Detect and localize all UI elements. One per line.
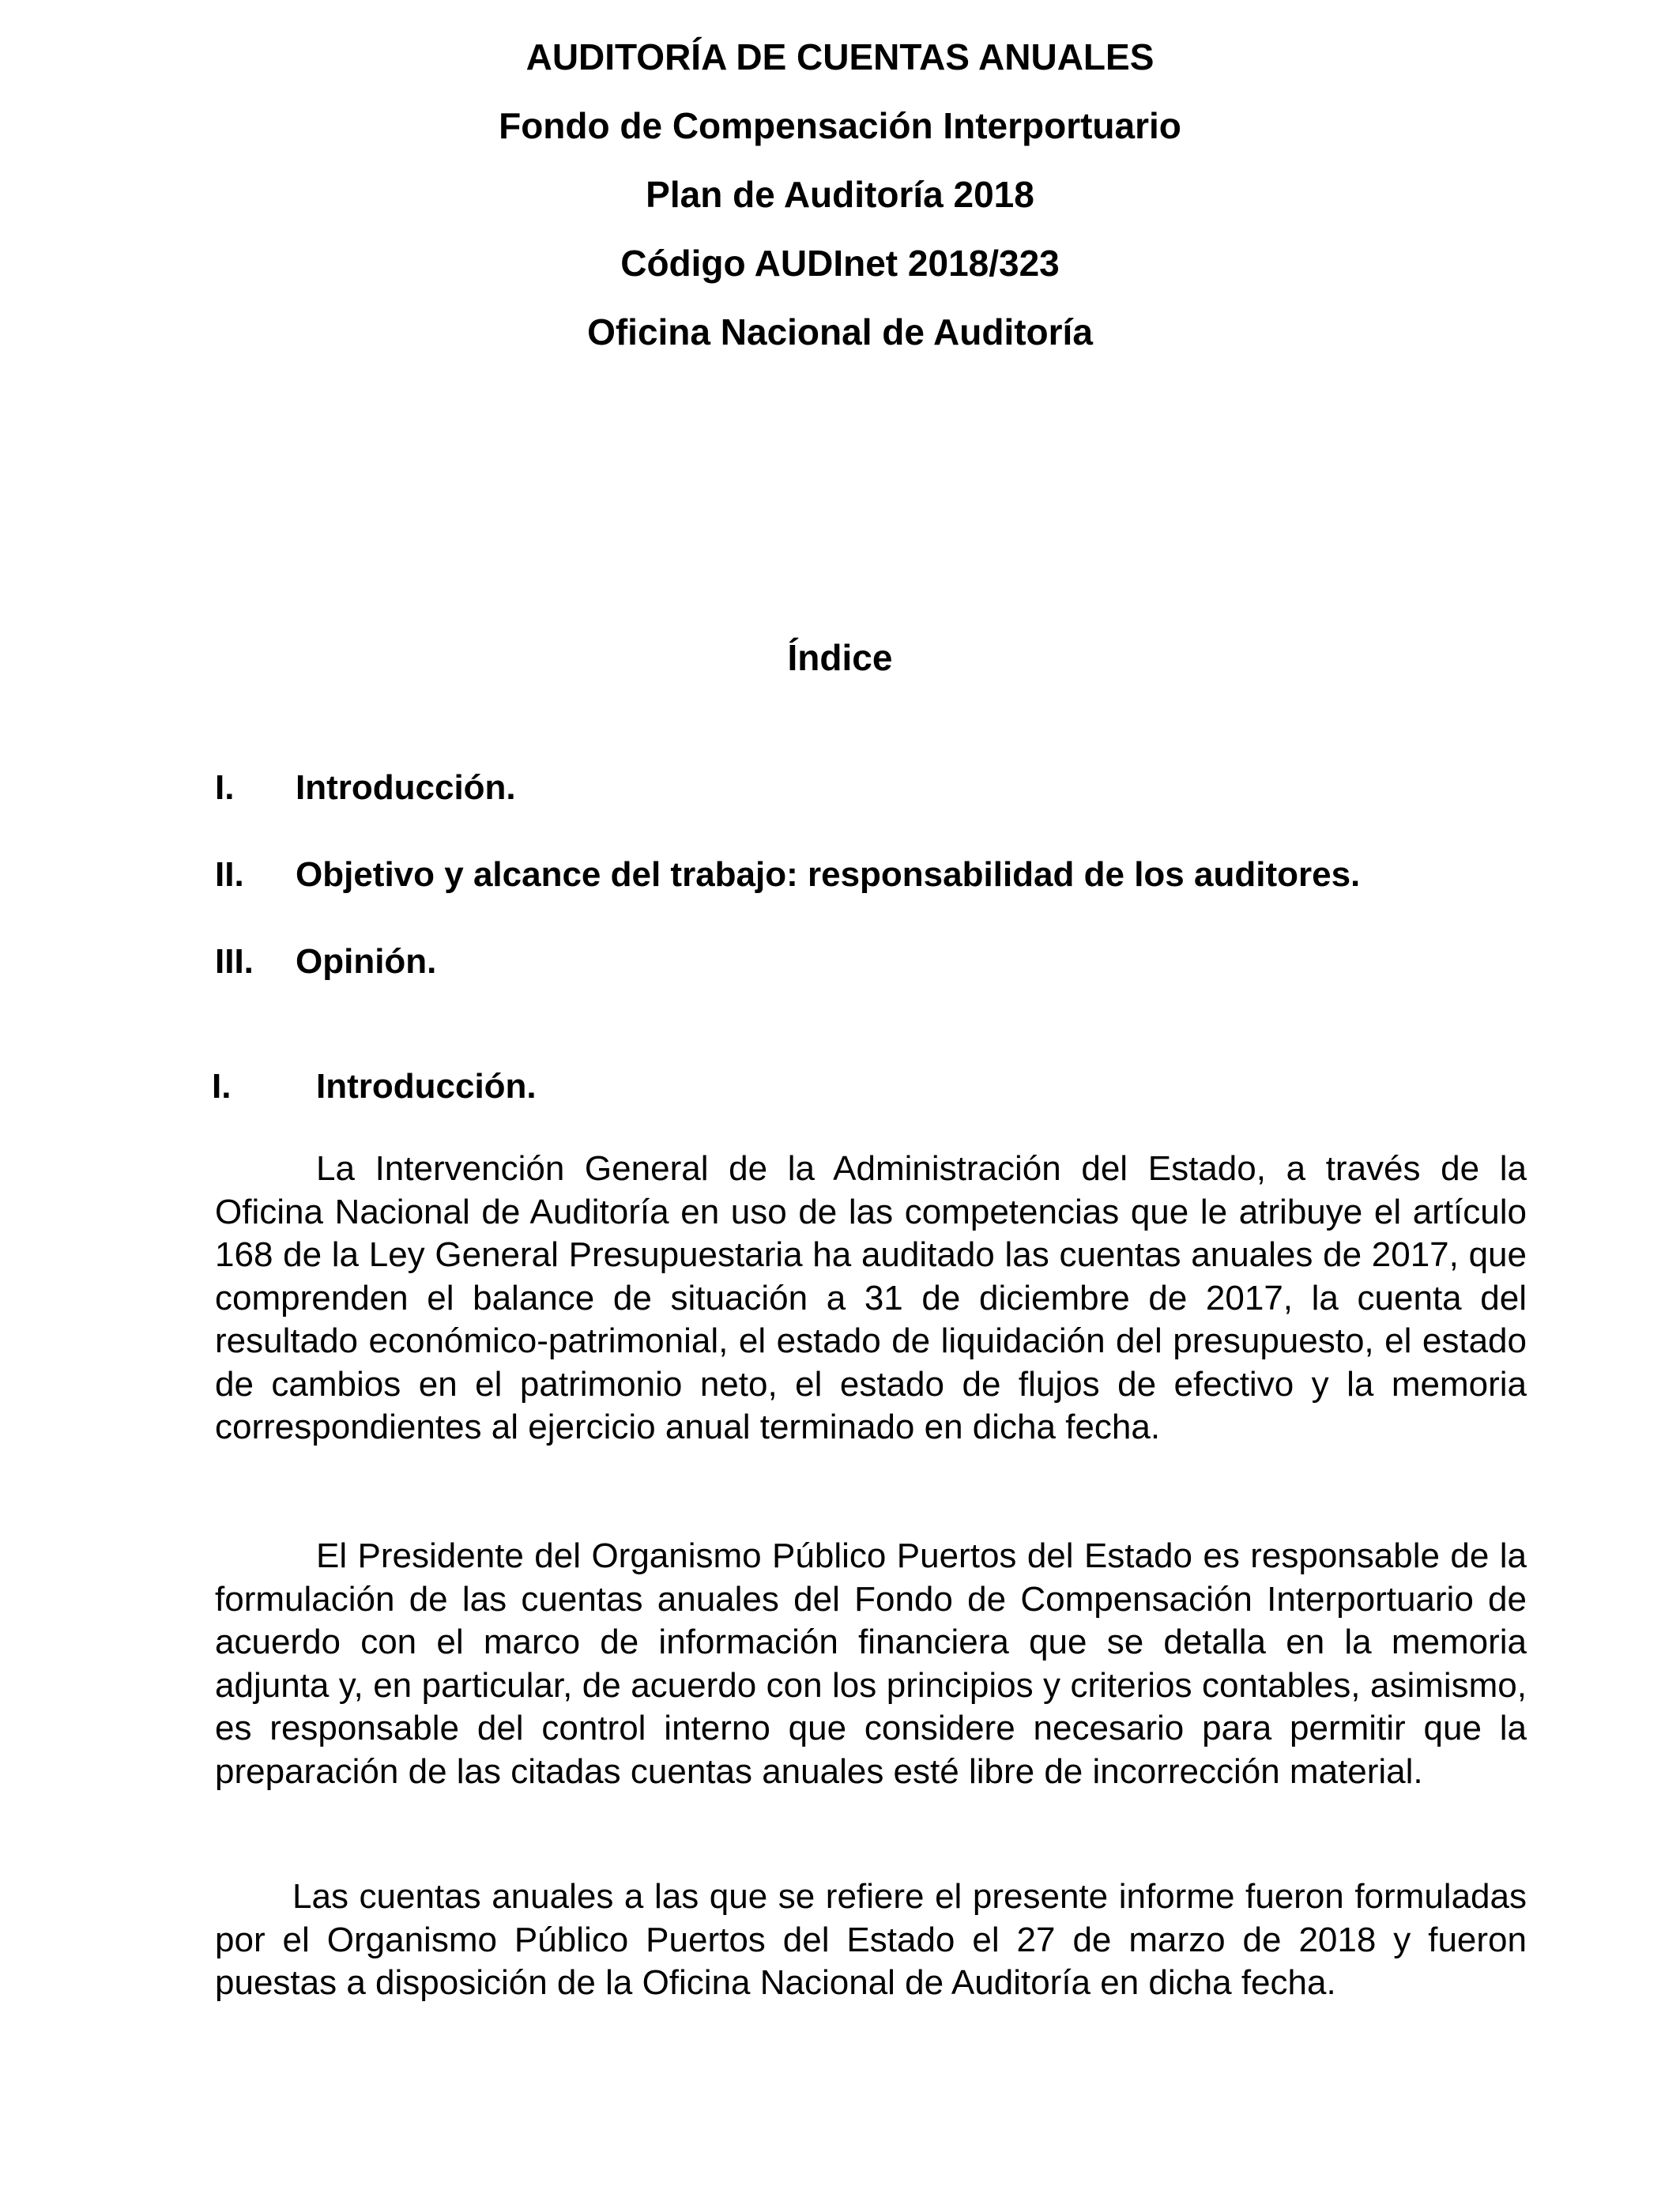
section-number: I.	[212, 1067, 232, 1106]
audit-code: Código AUDInet 2018/323	[620, 243, 1060, 284]
toc-item-objective	[215, 850, 1558, 937]
audit-plan: Plan de Auditoría 2018	[646, 174, 1034, 215]
toc-item-opinion	[215, 937, 1558, 1023]
document-title: AUDITORÍA DE CUENTAS ANUALES	[525, 36, 1155, 77]
body-paragraph: La Intervención General de la Administración del Estado, a través de la Oficina Nacional de Auditoría en uso de las competencias que le atribuye el artículo 168 de la Ley General Presupuestaria ha auditado las cuentas anuales de 2017, que comprenden el balance de situación a 31 de diciembre de 2017, la cuenta del resultado económico-patrimonial, el estado de liquidación del presupuesto, el estado de cambios en el patrimonio neto, el estado de flujos de efectivo y la memoria correspondientes al ejercicio anual terminado en dicha fecha.	[215, 1149, 1527, 1446]
section-title: Introducción.	[316, 1067, 537, 1106]
toc-item-number: I.	[215, 768, 235, 807]
toc-item-number: II.	[215, 855, 244, 894]
toc-item-introduction	[215, 763, 1558, 850]
audit-office: Oficina Nacional de Auditoría	[587, 311, 1093, 352]
document-header	[0, 32, 1680, 375]
body-paragraph: El Presidente del Organismo Público Puertos del Estado es responsable de la formulación de las cuentas anuales del Fondo de Compensación Interportuario de acuerdo con el marco de información financiera que se detalla en la memoria adjunta y, en particular, de acuerdo con los principios y criterios contables, asimismo, es responsable del control interno que considere necesario para permitir que la preparación de las citadas cuentas anuales esté libre de incorrección material.	[215, 1536, 1527, 1791]
index-heading: Índice	[787, 637, 893, 678]
table-of-contents	[215, 763, 1558, 1023]
toc-item-label: Introducción.	[296, 768, 516, 807]
toc-item-number: III.	[215, 942, 254, 981]
toc-item-label: Opinión.	[296, 942, 437, 981]
entity-name: Fondo de Compensación Interportuario	[499, 105, 1181, 146]
toc-item-label: Objetivo y alcance del trabajo: responsabilidad de los auditores.	[296, 855, 1361, 894]
body-paragraph: Las cuentas anuales a las que se refiere el presente informe fueron formuladas por el Organismo Público Puertos del Estado el 27 de marzo de 2018 y fueron puestas a disposición de la Oficina Nacional de Auditoría en dicha fecha.	[215, 1877, 1527, 2002]
